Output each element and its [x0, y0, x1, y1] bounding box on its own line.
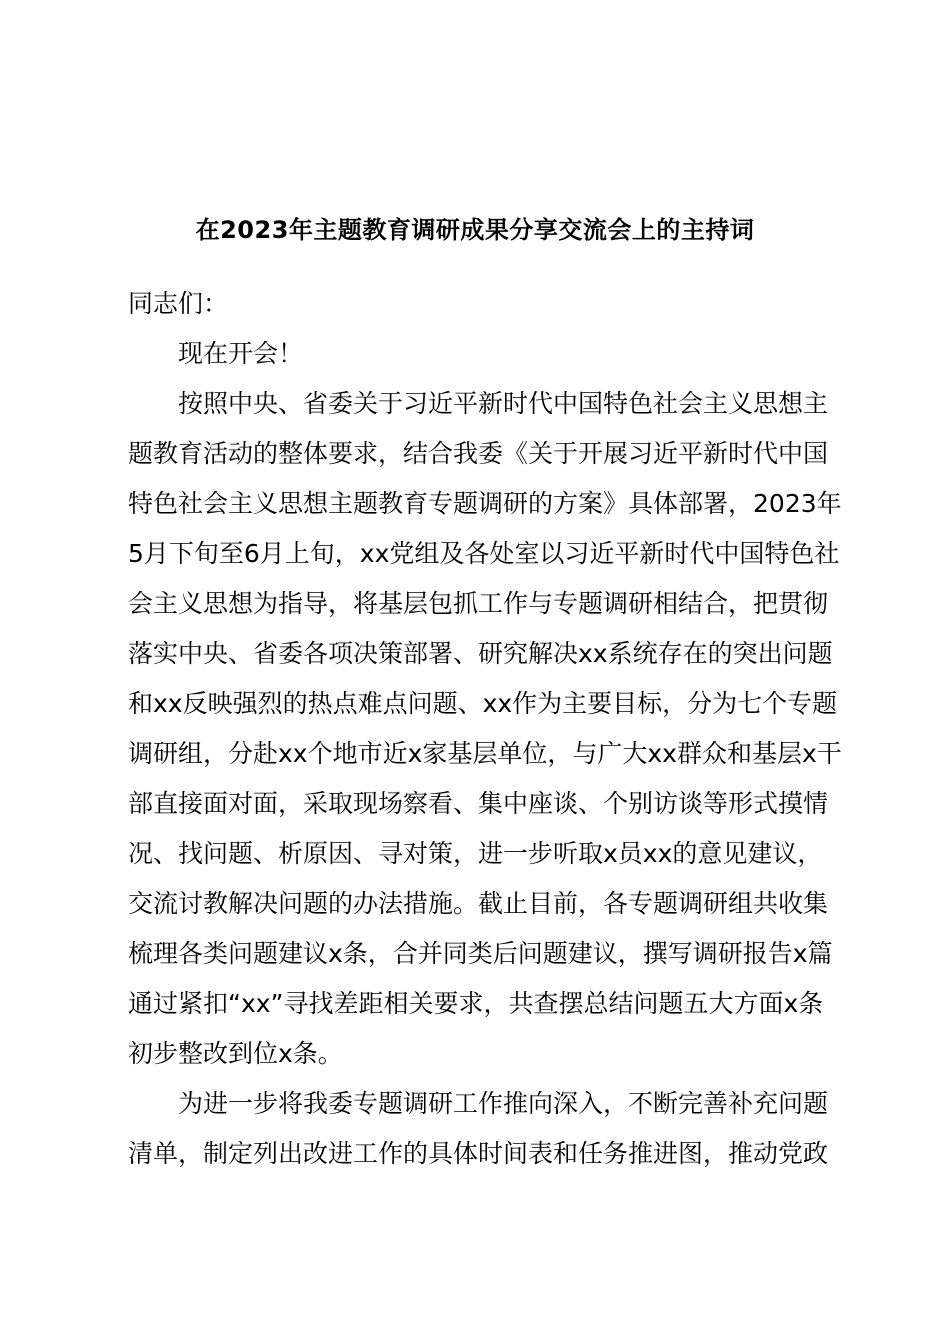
paragraph-line: 为进一步将我委专题调研工作推向深入，不断完善补充问题 [178, 1089, 829, 1118]
paragraph-line: 会主义思想为指导，将基层包抓工作与专题调研相结合，把贯彻 [128, 589, 829, 618]
paragraph-line: 按照中央、省委关于习近平新时代中国特色社会主义思想主 [178, 389, 829, 418]
paragraph-line: 梳理各类问题建议x条，合并同类后问题建议，撰写调研报告x篇 [128, 939, 833, 968]
paragraph-line: 交流讨教解决问题的办法措施。截止目前，各专题调研组共收集 [128, 889, 829, 918]
paragraph-line: 5月下旬至6月上旬，xx党组及各处室以习近平新时代中国特色社 [128, 539, 840, 568]
salutation: 同志们： [128, 289, 229, 318]
paragraph-line: 初步整改到位x条。 [128, 1039, 343, 1068]
paragraph-line: 落实中央、省委各项决策部署、研究解决xx系统存在的突出问题 [128, 639, 833, 668]
paragraph-line: 通过紧扣“xx”寻找差距相关要求，共查摆总结问题五大方面x条 [128, 989, 824, 1018]
paragraph-line: 和xx反映强烈的热点难点问题、xx作为主要目标，分为七个专题 [128, 689, 838, 718]
opening-line: 现在开会！ [178, 339, 304, 368]
paragraph-line: 况、找问题、析原因、寻对策，进一步听取x员xx的意见建议， [128, 839, 823, 868]
paragraph-line: 部直接面对面，采取现场察看、集中座谈、个别访谈等形式摸情 [128, 789, 829, 818]
paragraph-line: 题教育活动的整体要求，结合我委《关于开展习近平新时代中国 [128, 439, 829, 468]
document-title: 在2023年主题教育调研成果分享交流会上的主持词 [195, 216, 755, 244]
paragraph-line: 清单，制定列出改进工作的具体时间表和任务推进图，推动党政 [128, 1139, 829, 1168]
paragraph-line: 特色社会主义思想主题教育专题调研的方案》具体部署，2023年 [128, 489, 842, 518]
paragraph-line: 调研组，分赴xx个地市近x家基层单位，与广大xx群众和基层x干 [128, 739, 842, 768]
